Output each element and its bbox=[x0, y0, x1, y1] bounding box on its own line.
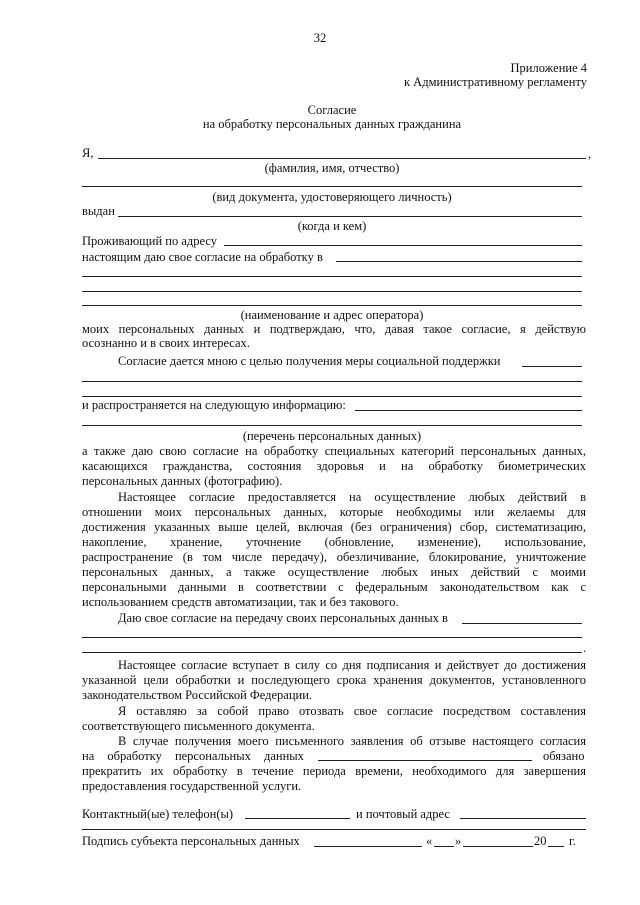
info-field-2[interactable] bbox=[82, 425, 582, 426]
date-month-field[interactable] bbox=[463, 846, 533, 847]
revoke-line-1: Я оставляю за собой право отозвать свое согласие посредством составления bbox=[118, 704, 586, 718]
actions-line-1: Настоящее согласие предоставляется на осуществление любых действий в bbox=[118, 490, 586, 504]
purpose-field-3[interactable] bbox=[82, 396, 582, 397]
date-year-prefix: 20 bbox=[534, 834, 547, 848]
transfer-label: Даю свое согласие на передачу своих персональных данных в bbox=[118, 611, 448, 625]
operator-field-2[interactable] bbox=[82, 276, 582, 277]
actions-line-2: отношении моих персональных данных, которые необходимы или желаемы для bbox=[82, 505, 586, 519]
withdraw-line-2b: обязано bbox=[543, 749, 585, 763]
effect-line-3: законодательством Российской Федерации. bbox=[82, 688, 313, 702]
page-number: 32 bbox=[313, 31, 327, 45]
withdraw-line-3: прекратить их обработку в течение периода времени, необходимого для завершения bbox=[82, 764, 586, 778]
transfer-field-2[interactable] bbox=[82, 637, 582, 638]
special-line-2: касающихся гражданства, состояния здоровья и на обработку биометрических bbox=[82, 459, 586, 473]
phone-field[interactable] bbox=[245, 818, 350, 819]
withdraw-line-2a: на обработку персональных данных bbox=[82, 749, 304, 763]
date-open-quote: « bbox=[426, 834, 433, 848]
transfer-field-3[interactable] bbox=[82, 652, 582, 653]
special-line-1: а также даю свою согласие на обработку специальных категорий персональных данных, bbox=[82, 444, 586, 458]
paragraph-confirm-line-1: моих персональных данных и подтверждаю, что, давая такое согласие, я действую bbox=[82, 322, 586, 336]
address-field[interactable] bbox=[224, 245, 582, 246]
issued-label: выдан bbox=[82, 204, 115, 218]
info-label: и распространяется на следующую информацию: bbox=[82, 398, 346, 412]
actions-line-6: персональных данных, а также осуществление любых иных действий с моими bbox=[82, 565, 586, 579]
document-title: Согласие bbox=[307, 103, 357, 117]
address-label: Проживающий по адресу bbox=[82, 234, 218, 248]
purpose-field-2[interactable] bbox=[82, 381, 582, 382]
appendix-line-1: Приложение 4 bbox=[510, 61, 587, 75]
signature-label: Подпись субъекта персональных данных bbox=[82, 834, 300, 848]
purpose-label: Согласие дается мною с целью получения меры социальной поддержки bbox=[118, 354, 501, 368]
withdraw-line-4: предоставления государственной услуги. bbox=[82, 779, 302, 793]
transfer-field-1[interactable] bbox=[462, 623, 582, 624]
issued-field[interactable] bbox=[118, 216, 582, 217]
actions-line-4: накопление, хранение, уточнение (обновление, изменение), использование, bbox=[82, 535, 586, 549]
signature-field[interactable] bbox=[314, 846, 422, 847]
fio-caption: (фамилия, имя, отчество) bbox=[264, 161, 400, 175]
actions-line-8: использованием средств автоматизации, так и без такового. bbox=[82, 595, 399, 609]
consent-to-label: настоящим даю свое согласие на обработку в bbox=[82, 250, 323, 264]
special-line-3: персональных данных (фотографию). bbox=[82, 474, 283, 488]
info-field-1[interactable] bbox=[355, 410, 582, 411]
date-close-quote: » bbox=[455, 834, 462, 848]
phone-label: Контактный(ые) телефон(ы) bbox=[82, 807, 234, 821]
date-year-suffix: г. bbox=[569, 834, 576, 848]
transfer-period: . bbox=[583, 641, 587, 655]
operator-field-3[interactable] bbox=[82, 291, 582, 292]
email-label: и почтовый адрес bbox=[356, 807, 450, 821]
list-caption: (перечень персональных данных) bbox=[242, 429, 422, 443]
paragraph-confirm-line-2: осознанно и в своих интересах. bbox=[82, 336, 250, 350]
email-field[interactable] bbox=[460, 818, 586, 819]
date-day-field[interactable] bbox=[434, 846, 454, 847]
actions-line-5: распространение (в том числе передачу), обезличивание, блокирование, уничтожение bbox=[82, 550, 586, 564]
operator-caption: (наименование и адрес оператора) bbox=[240, 308, 424, 322]
document-caption: (вид документа, удостоверяющего личность) bbox=[212, 190, 452, 204]
revoke-line-2: соответствующего письменного документа. bbox=[82, 719, 315, 733]
document-subtitle: на обработку персональных данных гражданина bbox=[202, 117, 462, 131]
date-year-field[interactable] bbox=[548, 846, 564, 847]
i-label: Я, bbox=[82, 146, 94, 160]
appendix-line-2: к Административному регламенту bbox=[403, 75, 587, 89]
fio-field[interactable] bbox=[98, 158, 586, 159]
effect-line-1: Настоящее согласие вступает в силу со дня подписания и действует до достижения bbox=[118, 658, 586, 672]
operator-field-1[interactable] bbox=[336, 261, 582, 262]
actions-line-7: персональными данными в соответствии с федеральным законодательством как с bbox=[82, 580, 586, 594]
comma-mark: , bbox=[588, 147, 592, 161]
withdraw-line-1: В случае получения моего письменного заявления об отзыве настоящего согласия bbox=[118, 734, 586, 748]
actions-line-3: достижения указанных выше целей, включая (без ограничения) сбор, систематизацию, bbox=[82, 520, 586, 534]
document-field[interactable] bbox=[82, 186, 582, 187]
withdraw-operator-field[interactable] bbox=[318, 760, 532, 761]
effect-line-2: указанной цели обработки и последующего срока хранения документов, установленного bbox=[82, 673, 586, 687]
operator-field-4[interactable] bbox=[82, 305, 582, 306]
purpose-field-1[interactable] bbox=[522, 366, 582, 367]
contacts-extra-field[interactable] bbox=[82, 829, 586, 830]
issued-caption: (когда и кем) bbox=[297, 219, 367, 233]
